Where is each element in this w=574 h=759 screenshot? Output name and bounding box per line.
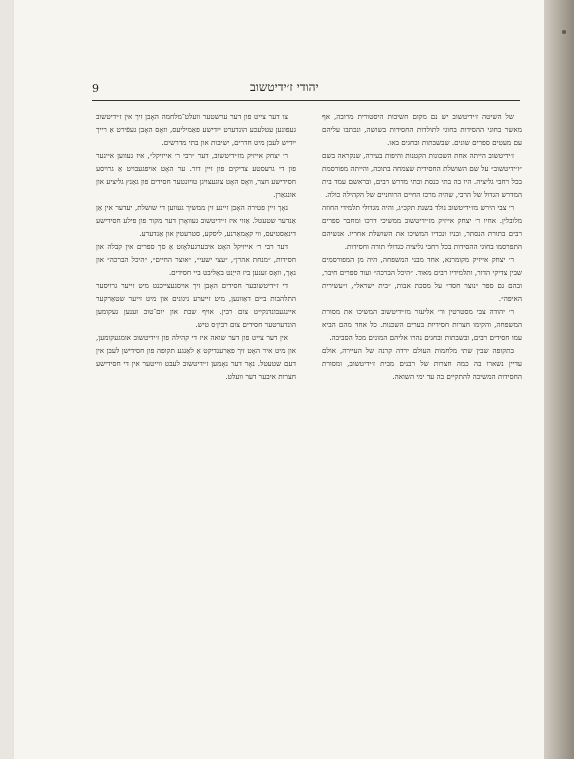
header-rule bbox=[92, 100, 520, 101]
paragraph: בתקופה שבין שתי מלחמות העולם ירדה קרנה של העיירה, אולם עדיין נשארו בה כמה חצרות של רבנים מבית ז׳ידיטשוב, ומסורת החסידות המשיכה להתקיים בה עד ימי השואה. bbox=[322, 346, 522, 381]
paragraph: של השיטה ז׳ידיטשוב יש נם מקום חשיבות היסטורית מרובה, אף מאשר בחוגי ההסידות בחוגי לתולדות החסידות בשושה, ונכתבו עליהם עם מעטים ספרים שונים. שבשבתות ובחגים באו. bbox=[322, 112, 522, 147]
paragraph: ר׳ יצחק אייזיק מז׳ידיטשוב, דער ״רבי ר׳ אייזיקל״, איז געווען איינער פון די גרעסטע צדיקים פון זיין דור. ער האָט אויפגעבויט אַ גרויסע חסידישע חצר, וואָס האָט צוגעצויגן טויזנטער חסידים פון גאַנץ גליציע און אונגאַרן. bbox=[96, 151, 296, 199]
text-column-right bbox=[322, 110, 522, 383]
paragraph: נאָך זיין פטירה האָבן זיינע זין ממשיך געווען די שושלת, יעדער אין אַן אַנדער שטעטל. אַזוי איז ז׳ידיטשוב געוואָרן דער מקור פון פילע חסידישע דינאַסטיעס, ווי קאָמאַרנע, ליסקע, סטרעטין און אַנדערע. bbox=[96, 203, 296, 238]
paragraph: די ז׳ידיטשובער חסידים האָבן זיך אויסגעצייכנט מיט זייער גרויסער התלהבות ביים דאַוונען, מיט זייערע ניגונים און מיט זייער שטאַרקער איינגעבונדנקייט צום רבין. אויף שבת און יום־טוב זענען געקומען הונדערטער חסידים צום רבין׳ס טיש. bbox=[96, 281, 296, 329]
paragraph: צו דער צייט פון דער ערשטער וועלט־מלחמה האָבן זיך אין ז׳ידיטשוב געפונען עטלעכע הונדערט ייִדישע פאַמיליעס, וואָס האָבן געפֿירט אַ רייך ייִדיש לעבן מיט חדרים, ישיבות און בתי מדרשים. bbox=[96, 112, 296, 147]
book-spine-shadow bbox=[544, 0, 574, 759]
paragraph: ר׳ יצחק אייזיק מקומרנא, אחד מבני המשפחה, היה מן המפורסמים שבין צדיקי הדור, ותלמידיו רבים מאוד. ״היכל הברכה״ ועוד ספרים חיבר, ובהם גם ספר ״נוצר חסד״ על מסכת אבות, ״בית ישראל״, ו״עשירית האיפה״. bbox=[322, 255, 522, 303]
page-number: 9 bbox=[92, 82, 99, 95]
paragraph: ר׳ יהודה צבי מסטרטין ור׳ אליעזר מז׳ידיטשוב המשיכו את מסורת המשפחה, והקימו חצרות חסידיות בערים השכנות. כל אחד מהם הביא עמו חסידים רבים, ובשבתות ובחגים נהרו אליהם המונים מכל הסביבה. bbox=[322, 307, 522, 342]
running-head: יהודי ז׳ידיטשוב bbox=[250, 80, 319, 94]
paragraph: דער רבי ר׳ אייזיקל האָט איבערגעלאָזט אַ סך ספרים אין קבלה און חסידות, ״מנחת אהרן״, ״עצי ישעי״, ״אוצר החיים״, ״היכל הברכה״ און נאָך, וואָס זענען ביז הייַנט באַליבט ביי חסידים. bbox=[96, 242, 296, 277]
spine-mark bbox=[562, 30, 566, 34]
paragraph: ר׳ צבי הירש מז׳ידיטשוב נולד בשנת תקכ״ג, והיה מגדולי תלמידי החוזה מלובלין. אחיו ר׳ יצחק אייזיק מז׳ידיטשוב ממשיכי דרכו ומחבר ספרים רבים בתורת הנסתר, ובניו ונכדיו המשיכו את השושלת אחריו. אנשיהם התפרסמו בחוגי ההסידות בכל רחבי גליציה כגדולי תורה וחסידות. bbox=[322, 203, 522, 251]
paragraph: ז׳ידיטשוב הייתה אחת השכונות הקטנות והיפות בעירה, שנקראה בשם ״ז׳ידיטשוב״ על שם השושלת החסידית שצמחה בתוכה, והייתה מפורסמת בכל רחבי גליציה. היו בה בתי כנסת ובתי מדרש רבים, ובראשם עמד בית המדרש הגדול של הרבי, שהיה מרכז החיים הרוחניים של הקהילה כולה. bbox=[322, 151, 522, 199]
paragraph: אין דער צייט פון דער שואה איז די קהילה פון ז׳ידיטשוב אומגעקומען, און מיט איר האָט זיך פאַרענדיקט אַ לאַנגע תקופה פון חסידישן לעבן אין דעם שטעטל. נאָר דער נאָמען ז׳ידיטשוב לעבט ווייטער אין די חסידישע חצרות איבער דער וועלט. bbox=[96, 333, 296, 381]
text-column-left bbox=[96, 110, 296, 383]
